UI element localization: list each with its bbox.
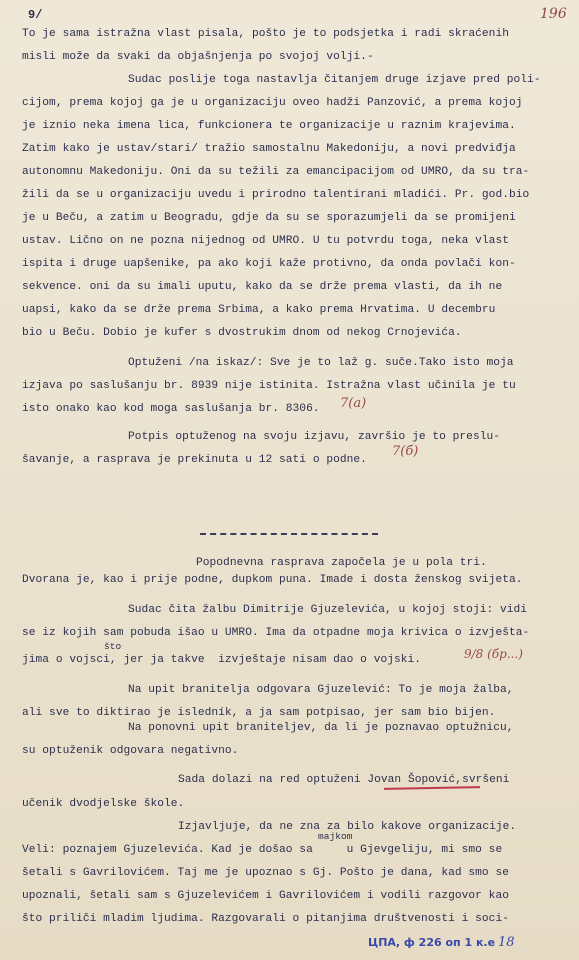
handwritten-annotation-98: 9/8 (бр...) <box>464 647 523 661</box>
text-line-8: žili da se u organizaciju uvedu i prirodno talentirani mladići. Pr. god.bio <box>22 189 530 201</box>
text-line-1: To je sama istražna vlast pisala, pošto je to podsjetka i radi skraćenih <box>22 28 509 40</box>
text-line-18: Potpis optuženog na svoju izjavu, završio je to preslu- <box>128 431 500 443</box>
text-line-7: autonomnu Makedoniju. Oni da su težili za emancipacijom od UMRO, da su tra- <box>22 166 530 178</box>
text-line-10: ustav. Lično on ne pozna nijednog od UMRO. U tu potvrdu toga, neka vlast <box>22 235 509 247</box>
text-line-15: Optuženi /na iskaz/: Sve je to laž g. suče.Tako isto moja <box>128 357 514 369</box>
handwritten-annotation-7b: 7(б) <box>392 444 419 459</box>
text-line-23: se iz kojih sam pobuda išao u UMRO. Ima da otpadne moja krivica o izvješta- <box>22 627 530 639</box>
text-line-14: bio u Beču. Dobio je kufer s dvostrukim dnom od nekog Crnojevića. <box>22 327 462 339</box>
text-line-25: Na upit branitelja odgovara Gjuzelević: To je moja žalba, <box>128 684 514 696</box>
text-line-2: misli može da svaki da objašnjenja po svojoj volji.- <box>22 51 374 63</box>
text-line-20: Popodnevna rasprava započela je u pola tri. <box>196 557 487 569</box>
text-line-26: ali sve to diktirao je isledník, a ja sam potpisao, jer sam bio bijen. <box>22 707 496 719</box>
text-line-30: učenik dvodjelske škole. <box>22 798 185 810</box>
text-line-34: upoznali, šetali sam s Gjuzelevićem i Gavrilovićem i vodili razgovor kao <box>22 890 509 902</box>
text-line-24: jima o vojsci, jer ja takve izvještaje nisam dao o vojski. <box>22 654 422 666</box>
interlinear-majkom: majkom <box>318 831 353 842</box>
text-line-27: Na ponovni upit braniteljev, da li je poznavao optužnicu, <box>128 722 514 734</box>
text-line-21: Dvorana je, kao i prije podne, dupkom puna. Imade i dosta ženskog svijeta. <box>22 574 523 586</box>
text-line-13: uapsi, kako da se drže prema Srbima, a kako prema Hrvatima. U decembru <box>22 304 496 316</box>
interlinear-sto: što <box>104 641 122 652</box>
handwritten-annotation-7a: 7(a) <box>340 396 367 411</box>
text-line-5: je iznio neka imena lica, funkcionera te organizacije u raznim krajevima. <box>22 120 516 132</box>
section-separator <box>200 533 378 535</box>
text-line-35: što priliči mladim ljudima. Razgovarali o pitanjima društvenosti i soci- <box>22 913 509 925</box>
text-line-32: Veli: poznajem Gjuzelevića. Kad je došao sa u Gjevgeliju, mi smo se <box>22 844 503 856</box>
text-line-19: šavanje, a rasprava je prekinuta u 12 sati o podne. <box>22 454 367 466</box>
text-line-22: Sudac čita žalbu Dimitrije Gjuzelevića, u kojoj stoji: vidi <box>128 604 528 616</box>
text-line-4: cijom, prema kojoj ga je u organizaciju oveo hadži Panzović, a prema kojoj <box>22 97 523 109</box>
archive-page-number: 196 <box>540 6 567 22</box>
text-line-12: sekvence. oni da su imali uputu, kako da se drže prema vlasti, da ih ne <box>22 281 503 293</box>
text-line-3: Sudac poslije toga nastavlja čitanjem druge izjave pred poli- <box>128 74 541 86</box>
text-line-28: su optuženik odgovara negativno. <box>22 745 239 757</box>
text-line-33: šetali s Gavrilovićem. Taj me je upoznao s Gj. Pošto je dana, kad smo se <box>22 867 509 879</box>
text-line-11: ispita i druge uapšenike, pa ako koji kaže protivno, da onda povlači kon- <box>22 258 516 270</box>
red-underline <box>384 786 480 790</box>
page-number: 9/ <box>28 8 43 22</box>
text-line-29: Sada dolazi na red optuženi Jovan Šopović,svršeni <box>178 774 510 786</box>
text-line-9: je u Beču, a zatim u Beogradu, gdje da su se sporazumjeli da se promijeni <box>22 212 516 224</box>
text-line-17: isto onako kao kod moga saslušanja br. 8306. <box>22 403 320 415</box>
archive-stamp: ЦПА, ф 226 оп 1 к.е <box>368 936 496 949</box>
text-line-16: izjava po saslušanju br. 8939 nije istinita. Istražna vlast učinila je tu <box>22 380 516 392</box>
archive-stamp-number: 18 <box>498 935 515 950</box>
text-line-6: Zatim kako je ustav/stari/ tražio samostalnu Makedoniju, a novi predviđja <box>22 143 516 155</box>
text-line-31: Izjavljuje, da ne zna za bilo kakove organizacije. <box>178 821 517 833</box>
